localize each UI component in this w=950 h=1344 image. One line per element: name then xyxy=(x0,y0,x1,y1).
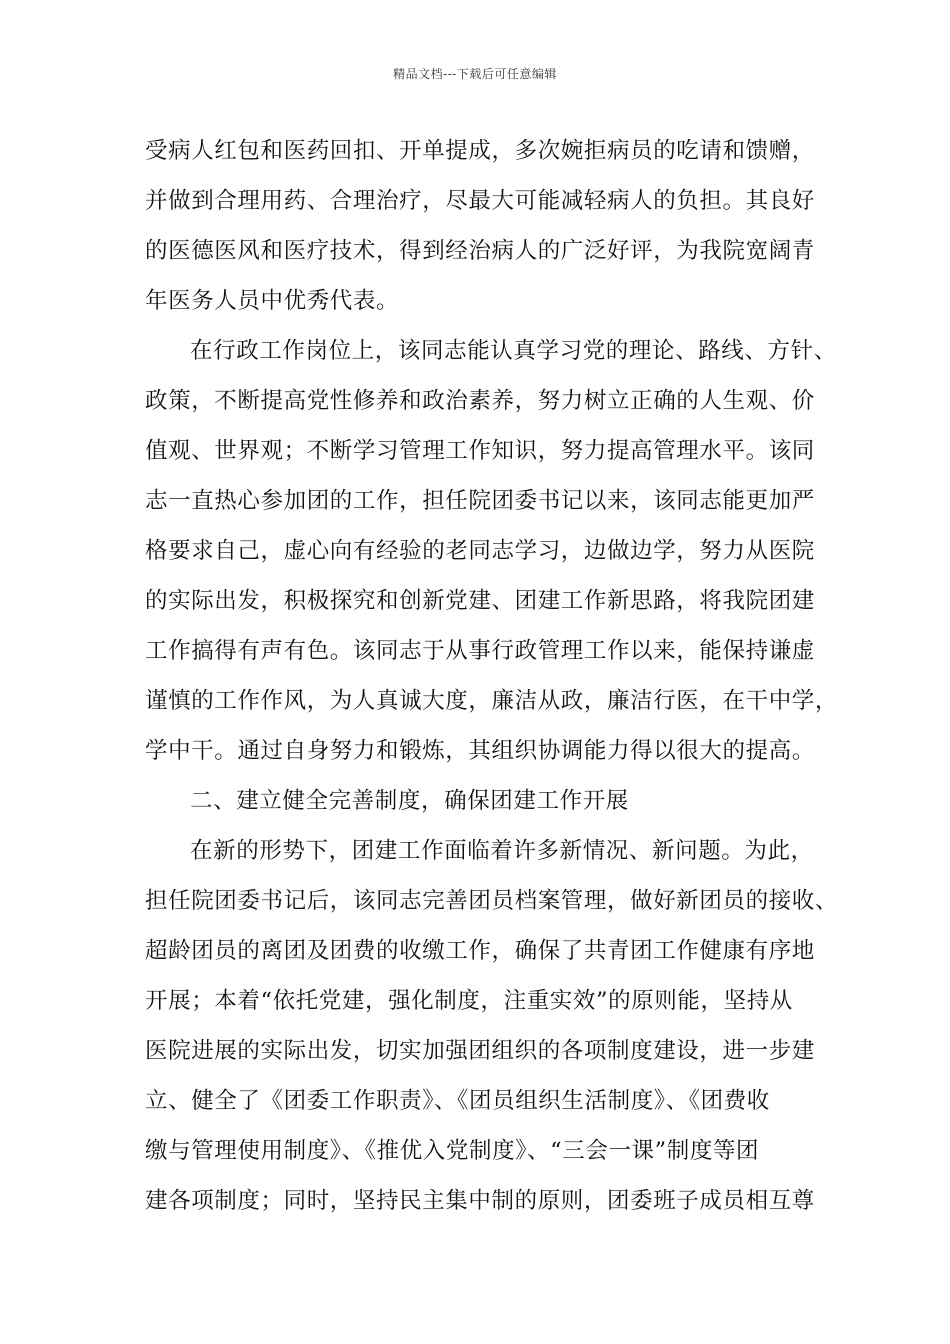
text-line: 工作搞得有声有色。该同志于从事行政管理工作以来，能保持谦虚 xyxy=(145,638,815,664)
text-line: 超龄团员的离团及团费的收缴工作，确保了共青团工作健康有序地 xyxy=(145,938,815,964)
paragraph-first-line: 在新的形势下，团建工作面临着许多新情况、新问题。为此， xyxy=(190,838,814,864)
text-line: 受病人红包和医药回扣、开单提成，多次婉拒病员的吃请和馈赠， xyxy=(145,138,815,164)
document-body xyxy=(145,126,839,1226)
text-line: 政策，不断提高党性修养和政治素养，努力树立正确的人生观、价 xyxy=(145,388,815,414)
text-line: 的实际出发，积极探究和创新党建、团建工作新思路，将我院团建 xyxy=(145,588,815,614)
text-line: 值观、世界观；不断学习管理工作知识，努力提高管理水平。该同 xyxy=(145,438,815,464)
text-line: 医院进展的实际出发，切实加强团组织的各项制度建设，进一步建 xyxy=(145,1038,815,1064)
text-line: 开展；本着“依托党建，强化制度，注重实效”的原则能，坚持从 xyxy=(145,988,793,1014)
text-line: 的医德医风和医疗技术，得到经治病人的广泛好评，为我院宽阔青 xyxy=(145,238,815,264)
text-line: 格要求自己，虚心向有经验的老同志学习，边做边学，努力从医院 xyxy=(145,538,815,564)
text-line: 担任院团委书记后，该同志完善团员档案管理，做好新团员的接收、 xyxy=(145,888,839,914)
paragraph-first-line: 在行政工作岗位上，该同志能认真学习党的理论、路线、方针、 xyxy=(190,338,837,364)
paragraph-first-line: 二、建立健全完善制度，确保团建工作开展 xyxy=(190,788,629,814)
text-line: 志一直热心参加团的工作，担任院团委书记以来，该同志能更加严 xyxy=(145,488,815,514)
text-line: 立、健全了《团委工作职责》、《团员组织生活制度》、《团费收 xyxy=(145,1088,770,1114)
text-line: 缴与管理使用制度》、《推优入党制度》、“三会一课”制度等团 xyxy=(145,1138,760,1164)
text-line: 并做到合理用药、合理治疗，尽最大可能减轻病人的负担。其良好 xyxy=(145,188,815,214)
page-header: 精品文档---下载后可任意编辑 xyxy=(393,67,557,81)
text-line: 谨慎的工作作风，为人真诚大度，廉洁从政，廉洁行医，在干中学， xyxy=(145,688,839,714)
text-line: 学中干。通过自身努力和锻炼，其组织协调能力得以很大的提高。 xyxy=(145,738,815,764)
text-line: 建各项制度；同时，坚持民主集中制的原则，团委班子成员相互尊 xyxy=(145,1188,815,1214)
text-line: 年医务人员中优秀代表。 xyxy=(145,288,400,314)
